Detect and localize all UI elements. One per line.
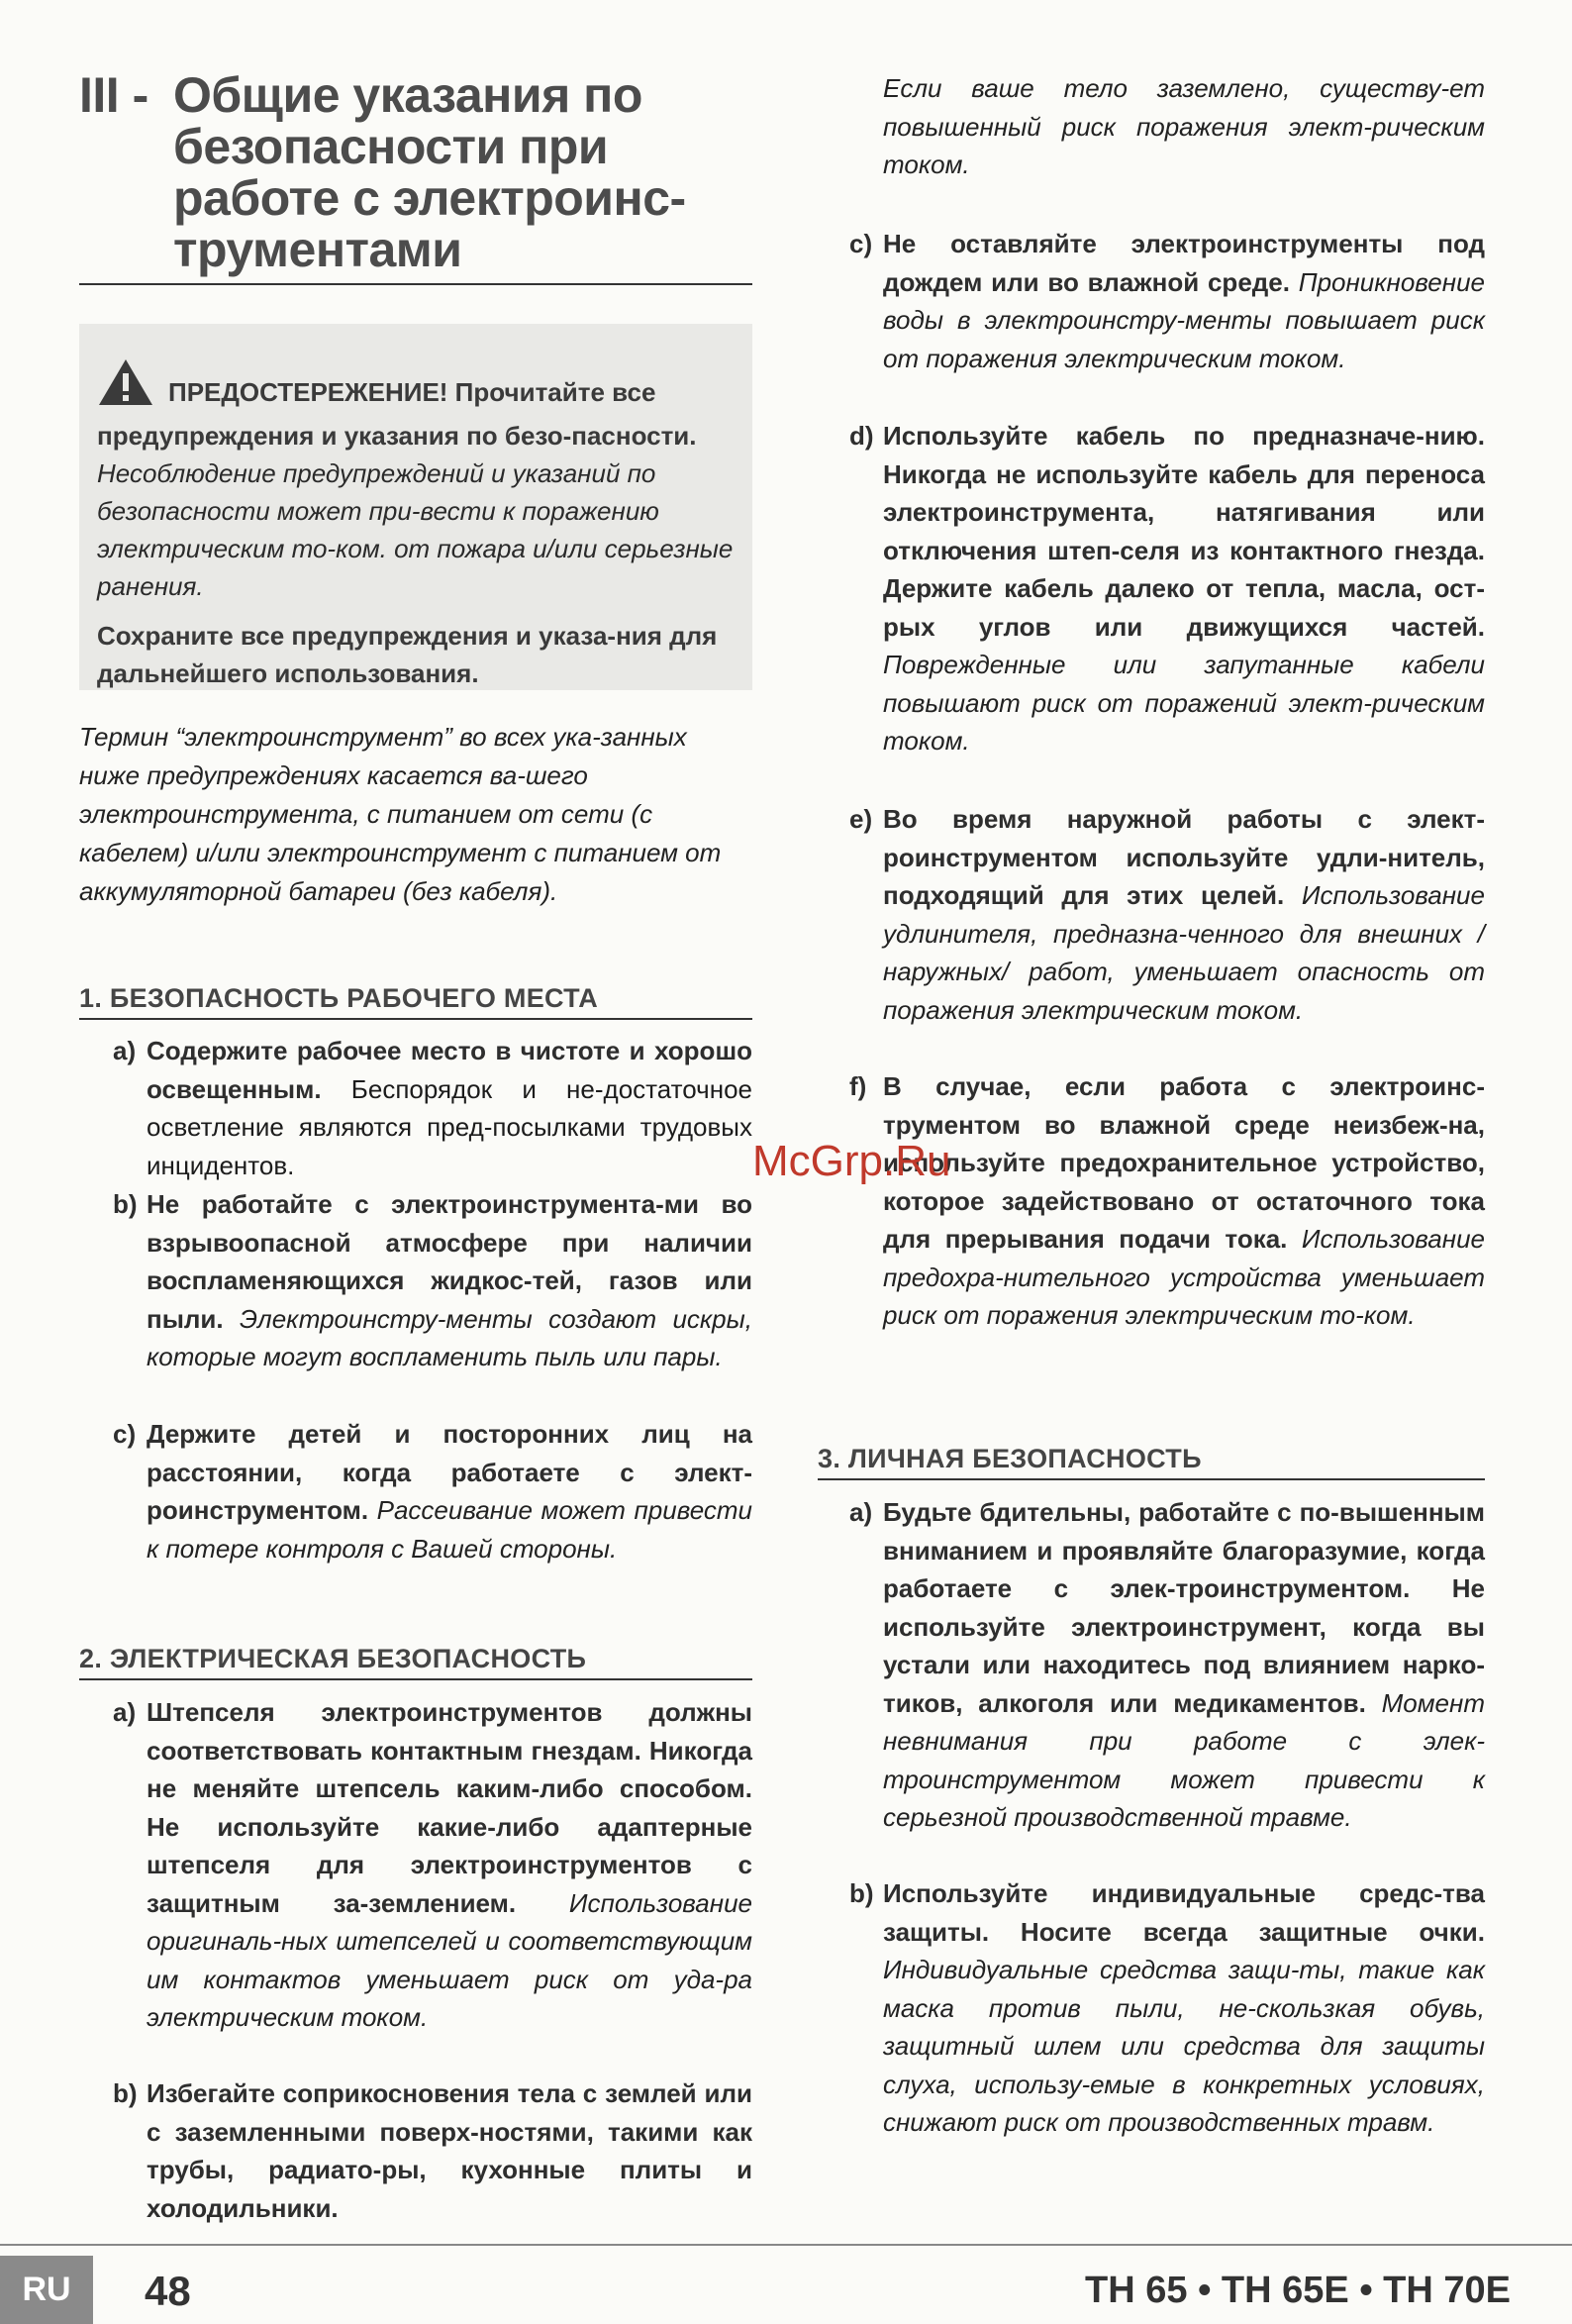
list-item — [849, 1067, 1485, 1335]
warning-heading-row — [97, 357, 735, 605]
item-bold-text: Используйте индивидуальные средс-тва защиты. Носите всегда защитные очки. — [883, 1878, 1485, 1947]
section-divider — [79, 1018, 752, 1020]
item-italic-text: Электроинстру-менты создают искры, которые могут воспламенить пыль или пары. — [147, 1303, 752, 1371]
item-bold-text: Содержите рабочее место в чистоте и хорошо освещенным. — [147, 1036, 752, 1104]
item-label: b) — [113, 1189, 138, 1219]
item-label: d) — [849, 421, 874, 451]
list-item — [113, 2074, 752, 2227]
item-italic-text: Поврежденные или запутанные кабели повышают риск от поражений элект-рическим током. — [883, 650, 1485, 756]
item-label: f) — [849, 1071, 867, 1101]
list-item — [849, 225, 1485, 377]
warning-box — [79, 324, 752, 690]
item-bold-text: В случае, если работа с электроинс-трументом во влажной среде неизбеж-на, используйте предохранительное устройство, которое задействовано от остаточного тока для прерывания подачи тока. — [883, 1071, 1485, 1254]
item-bold-text: Штепселя электроинструментов должны соответствовать контактным гнездам. Никогда не меняйте штепсель каким-либо способом. Не используйте какие-либо адаптерные штепселя для электроинструментов с защитным за-землением. — [147, 1697, 752, 1918]
section-title-workplace: 1. БЕЗОПАСНОСТЬ РАБОЧЕГО МЕСТА — [79, 983, 599, 1013]
footer-divider — [0, 2244, 1572, 2246]
item-bold-text: Не оставляйте электроинструменты под дождем или во влажной среде. — [883, 229, 1485, 297]
item-italic-text: Использование удлинителя, предназна-ченного для внешних /наружных/ работ, уменьшает опасность от поражения электрическим током. — [883, 880, 1485, 1025]
item-bold-text: Избегайте соприкосновения тела с землей или с заземленными поверх-ностями, такими как трубы, радиато-ры, кухонные плиты и холодильники. — [147, 2078, 752, 2223]
list-item — [849, 800, 1485, 1029]
section-divider — [818, 1478, 1485, 1480]
item-label: a) — [113, 1697, 137, 1727]
page-number: 48 — [145, 2268, 191, 2314]
list-item — [113, 1032, 752, 1184]
warning-save-note: Сохраните все предупреждения и указа-ния для дальнейшего использования. — [97, 621, 718, 688]
warning-heading: ПРЕДОСТЕРЕЖЕНИЕ! Прочитайте все предупреждения и указания по безо-пасности. — [97, 377, 697, 451]
language-badge: RU — [0, 2256, 93, 2324]
item-italic-text: Использование оригиналь-ных штепселей и соответствующим им контактов уменьшает риск от уда-ра электрическим током. — [147, 1887, 752, 2032]
item-italic-text: Проникновение воды в электроинстру-менты повышает риск от поражения электрическим током. — [883, 266, 1485, 373]
item-label: c) — [849, 229, 873, 258]
item-bold-text: Держите детей и посторонних лиц на расстоянии, когда работаете с элект-роинструментом. — [147, 1419, 752, 1525]
chapter-title: Общие указания по безопасности при работе с электроинс-трументами — [173, 67, 686, 277]
list-item — [849, 1493, 1485, 1837]
section-divider — [79, 1678, 752, 1680]
model-list: TH 65 • TH 65E • TH 70E — [1085, 2270, 1511, 2311]
item-italic-text: Рассеивание может привести к потере контроля с Вашей стороны. — [147, 1495, 752, 1564]
item-italic-text: Если ваше тело заземлено, существу-ет повышенный риск поражения элект-рическим током. — [883, 73, 1485, 179]
list-item — [849, 1874, 1485, 2142]
list-item — [113, 1185, 752, 1376]
warning-triangle-icon — [97, 357, 154, 417]
item-bold-text: Используйте кабель по предназначе-нию. Никогда не используйте кабель для переноса электроинструмента, натягивания или отключения штеп-селя из контактного гнезда. Держите кабель далеко от тепла, масла, ост-рых углов или движущихся частей. — [883, 421, 1485, 642]
item-label: e) — [849, 804, 873, 834]
list-item — [849, 417, 1485, 760]
item-label: b) — [849, 1878, 874, 1908]
watermark: McGrp.Ru — [752, 1137, 951, 1185]
title-divider — [79, 283, 752, 285]
item-italic-text: Использование предохра-нительного устройства уменьшает риск от поражения электрическим то-ком. — [883, 1224, 1485, 1330]
intro-paragraph: Термин “электроинструмент” во всех ука-занных ниже предупреждениях касается ва-шего электроинструмента, с питанием от сети (с кабелем) и/или электроинструмент с питанием от аккумуляторной батареи (без кабеля). — [79, 722, 722, 906]
item-italic-text: Индивидуальные средства защи-ты, такие как маска против пыли, не-скользкая обувь, защитный шлем или средства для защиты слуха, использу-емые в конкретных условиях, снижают риск от производственных травм. — [883, 1955, 1485, 2137]
item-label: a) — [849, 1497, 873, 1527]
section-title-electrical: 2. ЭЛЕКТРИЧЕСКАЯ БЕЗОПАСНОСТЬ — [79, 1644, 587, 1673]
warning-consequence: Несоблюдение предупреждений и указаний по безопасности может при-вести к поражению электрическим то-ком. от пожара и/или серьезные ранения. — [97, 458, 734, 601]
item-bold-text: Будьте бдительны, работайте с по-вышенным вниманием и проявляйте благоразумие, когда работаете с элек-троинструментом. Не используйте электроинструмент, когда вы устали или находитесь под влиянием нарко-тиков, алкоголя или медикаментов. — [883, 1497, 1485, 1718]
item-bold-text: Не работайте с электроинструмента-ми во взрывоопасной атмосфере при наличии воспламеняющихся жидкос-тей, газов или пыли. — [147, 1189, 752, 1334]
item-label: a) — [113, 1036, 137, 1065]
page-title — [79, 69, 752, 275]
list-item-continued — [849, 69, 1485, 184]
section-title-personal: 3. ЛИЧНАЯ БЕЗОПАСНОСТЬ — [818, 1444, 1202, 1473]
item-bold-text: Во время наружной работы с элект-роинструментом используйте удли-нитель, подходящий для этих целей. — [883, 804, 1485, 910]
item-text: Беспорядок и не-достаточное осветление являются пред-посылками трудовых инцидентов. — [147, 1073, 752, 1180]
list-item — [113, 1693, 752, 2037]
item-italic-text: Момент невнимания при работе с элек-троинструментом может привести к серьезной производственной травме. — [883, 1687, 1485, 1832]
list-item — [113, 1415, 752, 1567]
chapter-number: III - — [79, 67, 148, 123]
item-label: b) — [113, 2078, 138, 2108]
item-label: c) — [113, 1419, 137, 1449]
